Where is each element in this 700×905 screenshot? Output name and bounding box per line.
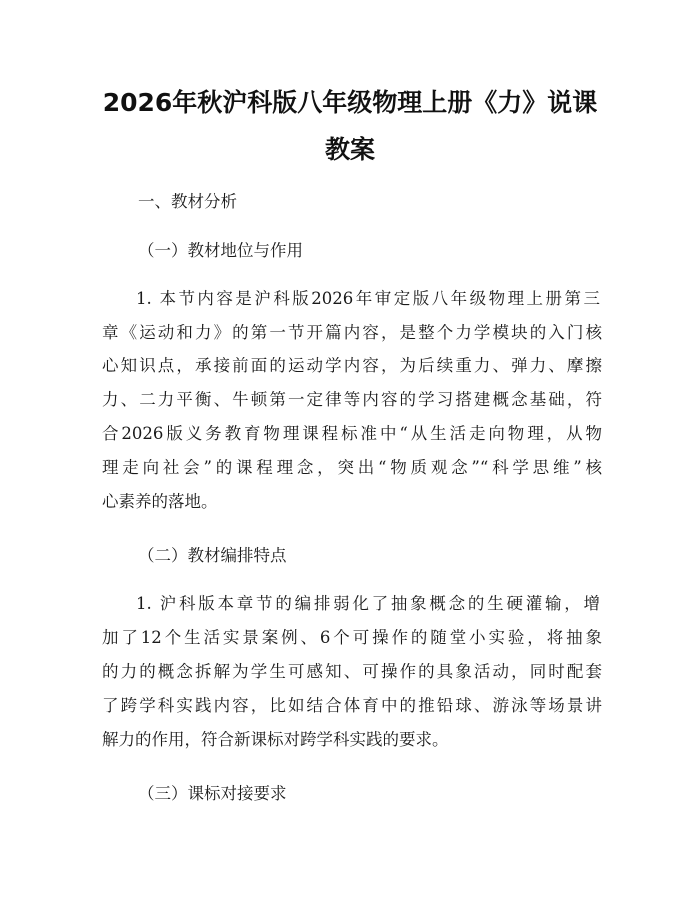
paragraph-2-line-2: 加了12个生活实景案例、6个可操作的随堂小实验，将抽象 [102, 628, 602, 647]
subsection-heading-curriculum-requirements: （三）课标对接要求 [138, 784, 287, 803]
subsection-heading-layout-features: （二）教材编排特点 [138, 546, 287, 565]
paragraph-2-line-5: 解力的作用，符合新课标对跨学科实践的要求。 [102, 730, 449, 749]
paragraph-1-line-2: 章《运动和力》的第一节开篇内容，是整个力学模块的入门核 [102, 323, 602, 342]
paragraph-1-line-6: 理走向社会”的课程理念，突出“物质观念”“科学思维”核 [102, 458, 602, 477]
section-heading-textbook-analysis: 一、教材分析 [138, 192, 237, 211]
paragraph-1-line-5: 合2026版义务教育物理课程标准中“从生活走向物理，从物 [102, 424, 602, 443]
paragraph-2-line-3: 的力的概念拆解为学生可感知、可操作的具象活动，同时配套 [102, 662, 602, 681]
document-title-line-1: 2026年秋沪科版八年级物理上册《力》说课 [102, 88, 598, 117]
document-title-line-2: 教案 [324, 135, 375, 164]
paragraph-1-line-1: 1. 本节内容是沪科版2026年审定版八年级物理上册第三 [136, 289, 600, 308]
subsection-heading-status-and-role: （一）教材地位与作用 [138, 241, 303, 260]
paragraph-2-line-1: 1. 沪科版本章节的编排弱化了抽象概念的生硬灌输，增 [136, 594, 600, 613]
paragraph-1-line-3: 心知识点，承接前面的运动学内容，为后续重力、弹力、摩擦 [102, 356, 602, 375]
paragraph-2-line-4: 了跨学科实践内容，比如结合体育中的推铅球、游泳等场景讲 [102, 696, 602, 715]
paragraph-1-line-7: 心素养的落地。 [102, 492, 218, 511]
paragraph-1-line-4: 力、二力平衡、牛顿第一定律等内容的学习搭建概念基础，符 [102, 390, 602, 409]
